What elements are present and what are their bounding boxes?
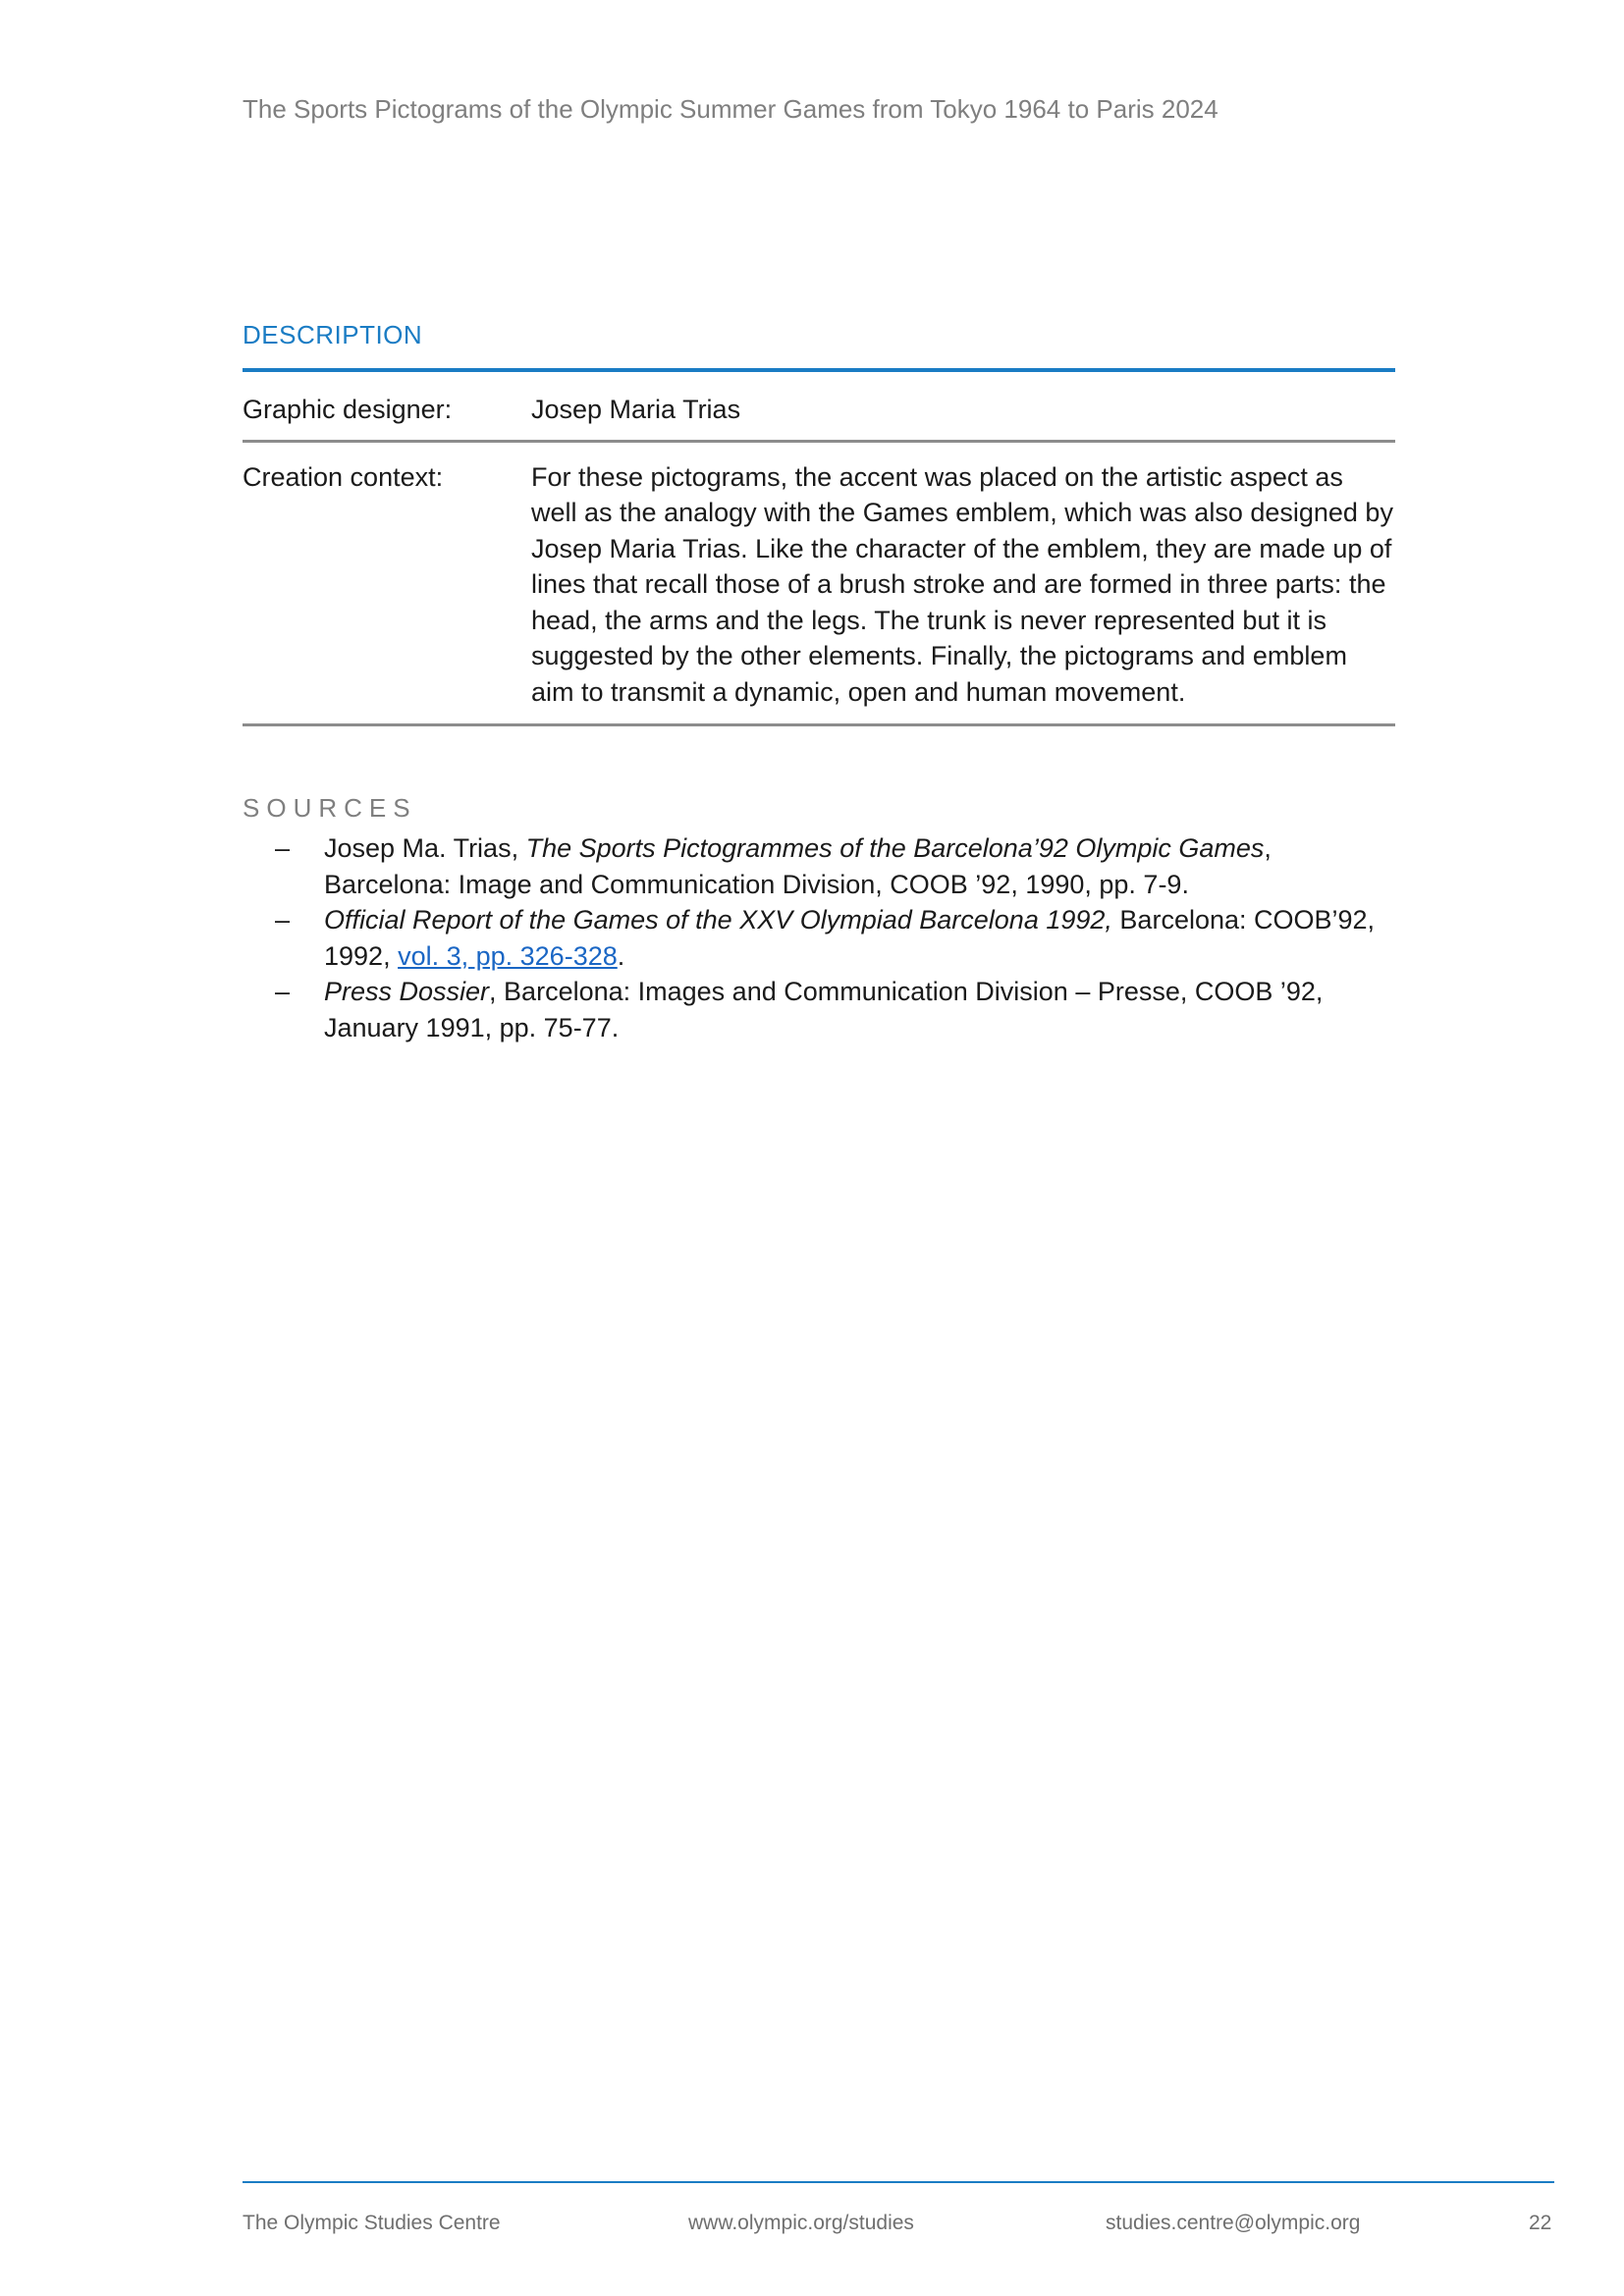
source-suffix: . bbox=[617, 940, 625, 971]
description-row-designer bbox=[243, 372, 1395, 443]
bullet-dash: – bbox=[275, 977, 291, 1006]
description-label: Graphic designer: bbox=[243, 395, 453, 424]
source-text bbox=[324, 902, 1395, 974]
running-header-title: The Sports Pictograms of the Olympic Summer Games from Tokyo 1964 to Paris 2024 bbox=[243, 94, 1218, 124]
source-item bbox=[243, 830, 1395, 902]
source-middle: Barcelona: COOB’92, 1992, bbox=[324, 905, 1376, 971]
footer-website: www.olympic.org/studies bbox=[688, 2212, 914, 2234]
footer-email: studies.centre@olympic.org bbox=[1106, 2212, 1361, 2234]
source-suffix: , Barcelona: Images and Communication Division – Presse, COOB ’92, January 1991, pp. 75-77. bbox=[324, 977, 1324, 1042]
sources-heading: SOURCES bbox=[243, 793, 417, 823]
footer-divider bbox=[243, 2181, 1554, 2183]
bullet-dash: – bbox=[275, 833, 291, 863]
description-label: Creation context: bbox=[243, 461, 444, 492]
source-title: Official Report of the Games of the XXV Olympiad Barcelona 1992, bbox=[324, 905, 1112, 934]
source-item bbox=[243, 974, 1395, 1045]
footer-page-number: 22 bbox=[1529, 2212, 1552, 2234]
source-title: The Sports Pictogrammes of the Barcelona’92 Olympic Games bbox=[525, 833, 1265, 863]
source-item bbox=[243, 902, 1395, 974]
footer-organization: The Olympic Studies Centre bbox=[243, 2212, 501, 2234]
sources-list bbox=[243, 830, 1395, 1045]
description-value: Josep Maria Trias bbox=[531, 395, 741, 424]
description-heading: DESCRIPTION bbox=[243, 320, 423, 349]
description-row-context bbox=[243, 443, 1395, 727]
source-suffix: , Barcelona: Image and Communication Division, COOB ’92, 1990, pp. 7-9. bbox=[324, 833, 1272, 899]
description-value: For these pictograms, the accent was placed on the artistic aspect as well as the analogy with the Games emblem, which was also designed by Josep Maria Trias. Like the character of the emblem, they are made up of lines that recall those of a brush stroke and are formed in three parts: the head, the arms and the legs. The trunk is never represented but it is suggested by the other elements. Finally, the pictograms and emblem aim to transmit a dynamic, open and human movement. bbox=[531, 461, 1393, 707]
source-text bbox=[324, 974, 1395, 1045]
source-link[interactable]: vol. 3, pp. 326-328 bbox=[398, 940, 618, 971]
description-table bbox=[243, 368, 1395, 726]
source-prefix: Josep Ma. Trias, bbox=[324, 833, 526, 863]
source-title: Press Dossier bbox=[324, 977, 490, 1006]
source-text bbox=[324, 830, 1395, 902]
bullet-dash: – bbox=[275, 905, 291, 934]
